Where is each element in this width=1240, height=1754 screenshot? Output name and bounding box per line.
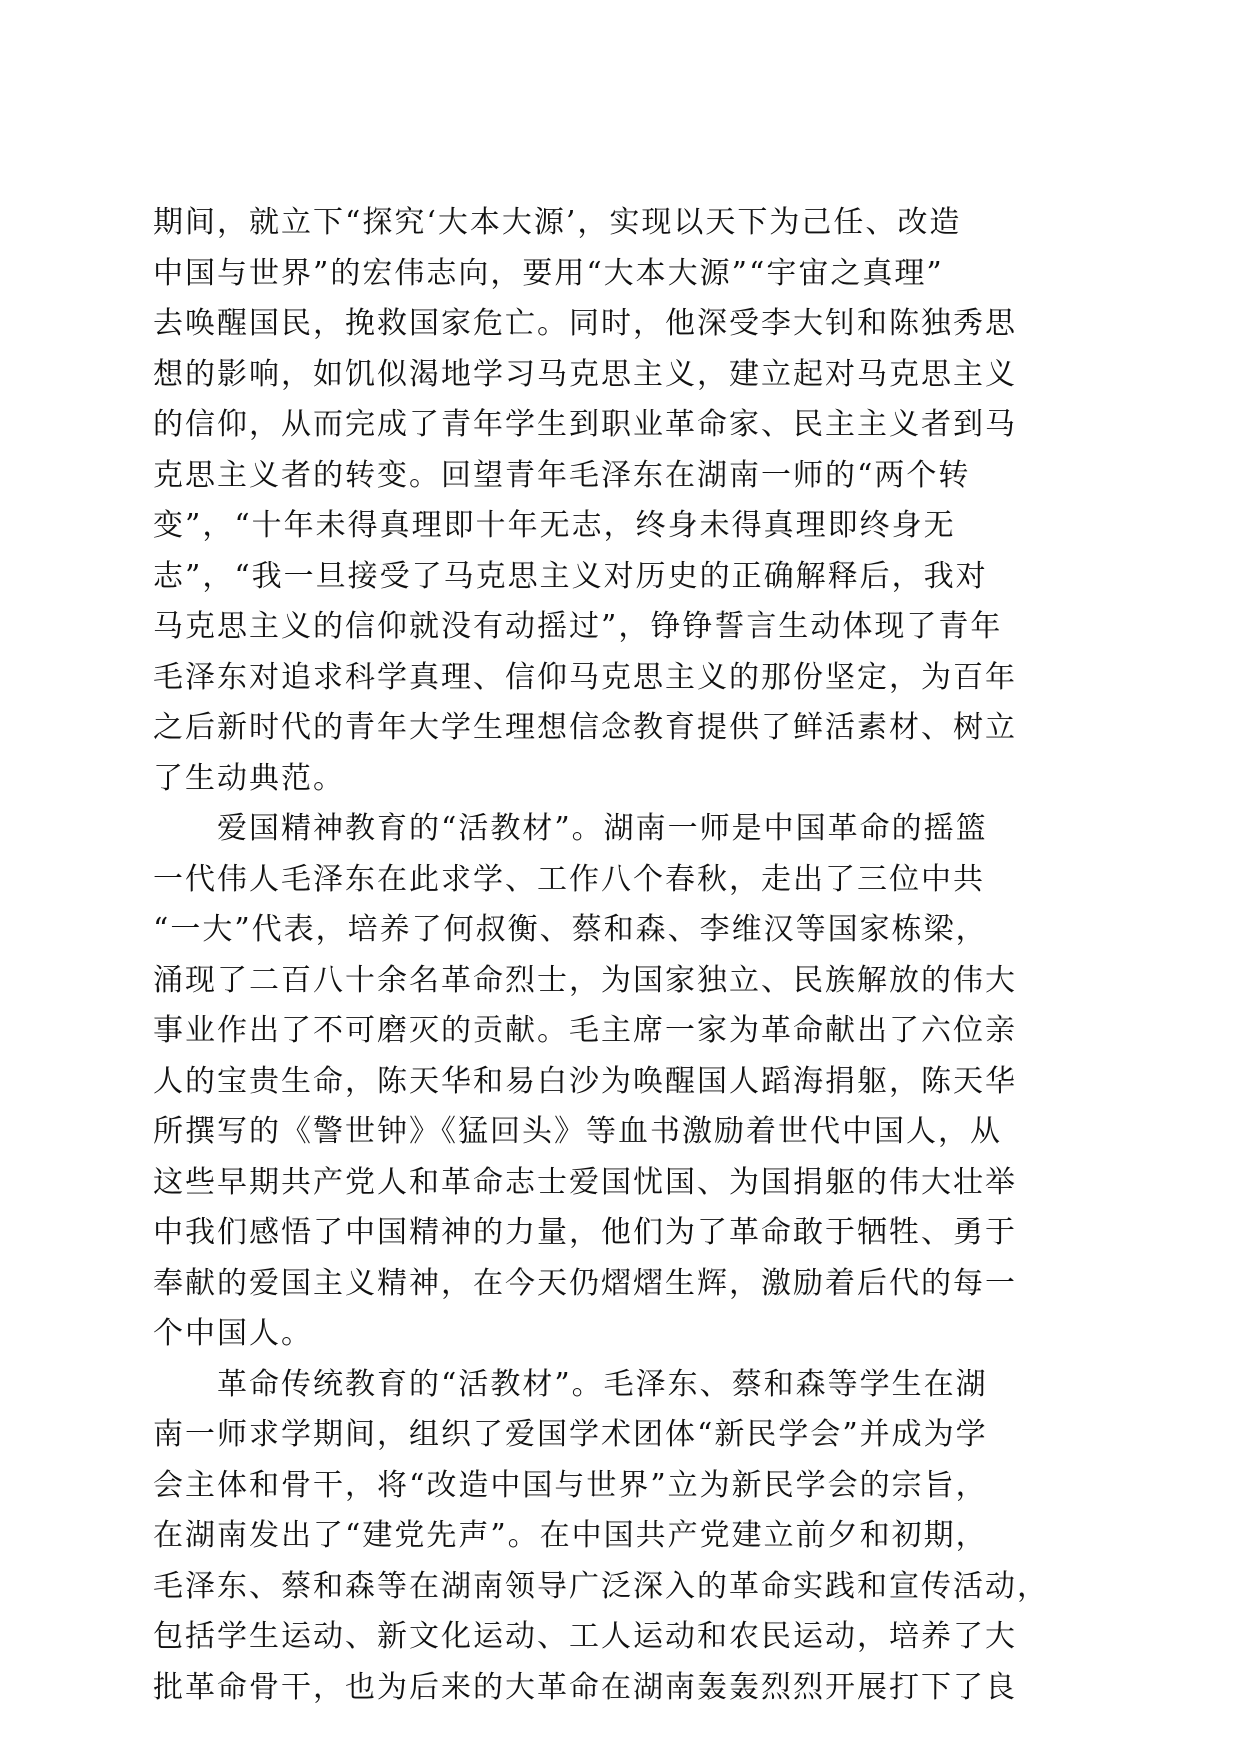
- text-line: 之后新时代的青年大学生理想信念教育提供了鲜活素材、树立: [153, 710, 1017, 745]
- text-line: 所撰写的《警世钟》《猛回头》等血书激励着世代中国人，从: [153, 1114, 1002, 1149]
- text-line: 克思主义者的转变。回望青年毛泽东在湖南一师的“两个转: [153, 457, 971, 493]
- text-line: 期间，就立下“探究‘大本大源’，实现以天下为己任、改造: [153, 205, 962, 240]
- text-line: 中国与世界”的宏伟志向，要用“大本大源”“宇宙之真理”: [153, 255, 944, 291]
- text-line: 爱国精神教育的“活教材”。湖南一师是中国革命的摇篮: [217, 811, 988, 846]
- text-line: 涌现了二百八十余名革命烈士，为国家独立、民族解放的伟大: [153, 962, 1017, 998]
- text-line: 一代伟人毛泽东在此求学、工作八个春秋，走出了三位中共: [153, 861, 985, 897]
- text-line: 人的宝贵生命，陈天华和易白沙为唤醒国人蹈海捐躯，陈天华: [153, 1063, 1017, 1099]
- text-line: 南一师求学期间，组织了爱国学术团体“新民学会”并成为学: [153, 1417, 988, 1452]
- text-line: 中我们感悟了中国精神的力量，他们为了革命敢于牺牲、勇于: [153, 1215, 1017, 1250]
- text-line: 毛泽东、蔡和森等在湖南领导广泛深入的革命实践和宣传活动，: [153, 1568, 1049, 1604]
- text-line: 去唤醒国民，挽救国家危亡。同时，他深受李大钊和陈独秀思: [153, 306, 1017, 341]
- text-line: 批革命骨干，也为后来的大革命在湖南轰轰烈烈开展打下了良: [153, 1669, 1017, 1705]
- text-line: 在湖南发出了“建党先声”。在中国共产党建立前夕和初期，: [153, 1518, 988, 1553]
- text-line: 会主体和骨干，将“改造中国与世界”立为新民学会的宗旨，: [153, 1467, 988, 1503]
- text-line: 革命传统教育的“活教材”。毛泽东、蔡和森等学生在湖: [217, 1366, 988, 1402]
- text-line: 了生动典范。: [153, 760, 345, 796]
- text-line: 事业作出了不可磨灭的贡献。毛主席一家为革命献出了六位亲: [153, 1013, 1017, 1048]
- text-line: 包括学生运动、新文化运动、工人运动和农民运动，培养了大: [153, 1619, 1017, 1654]
- paragraph-intro-continued: [153, 198, 1103, 804]
- paragraph-patriotism: [153, 804, 1103, 1360]
- text-line: “一大”代表，培养了何叔衡、蔡和森、李维汉等国家栋梁，: [153, 912, 988, 947]
- text-line: 变”，“十年未得真理即十年无志，终身未得真理即终身无: [153, 508, 956, 543]
- paragraph-revolutionary-tradition: [153, 1360, 1103, 1714]
- text-line: 这些早期共产党人和革命志士爱国忧国、为国捐躯的伟大壮举: [153, 1164, 1017, 1200]
- text-line: 想的影响，如饥似渴地学习马克思主义，建立起对马克思主义: [153, 356, 1017, 392]
- text-line: 奉献的爱国主义精神，在今天仍熠熠生辉，激励着后代的每一: [153, 1265, 1017, 1301]
- text-line: 毛泽东对追求科学真理、信仰马克思主义的那份坚定，为百年: [153, 659, 1017, 695]
- text-line: 马克思主义的信仰就没有动摇过”，铮铮誓言生动体现了青年: [153, 609, 1003, 644]
- body-text: [153, 198, 1103, 1713]
- text-line: 个中国人。: [153, 1316, 313, 1351]
- text-line: 志”，“我一旦接受了马克思主义对历史的正确解释后，我对: [153, 558, 988, 594]
- text-line: 的信仰，从而完成了青年学生到职业革命家、民主主义者到马: [153, 407, 1017, 442]
